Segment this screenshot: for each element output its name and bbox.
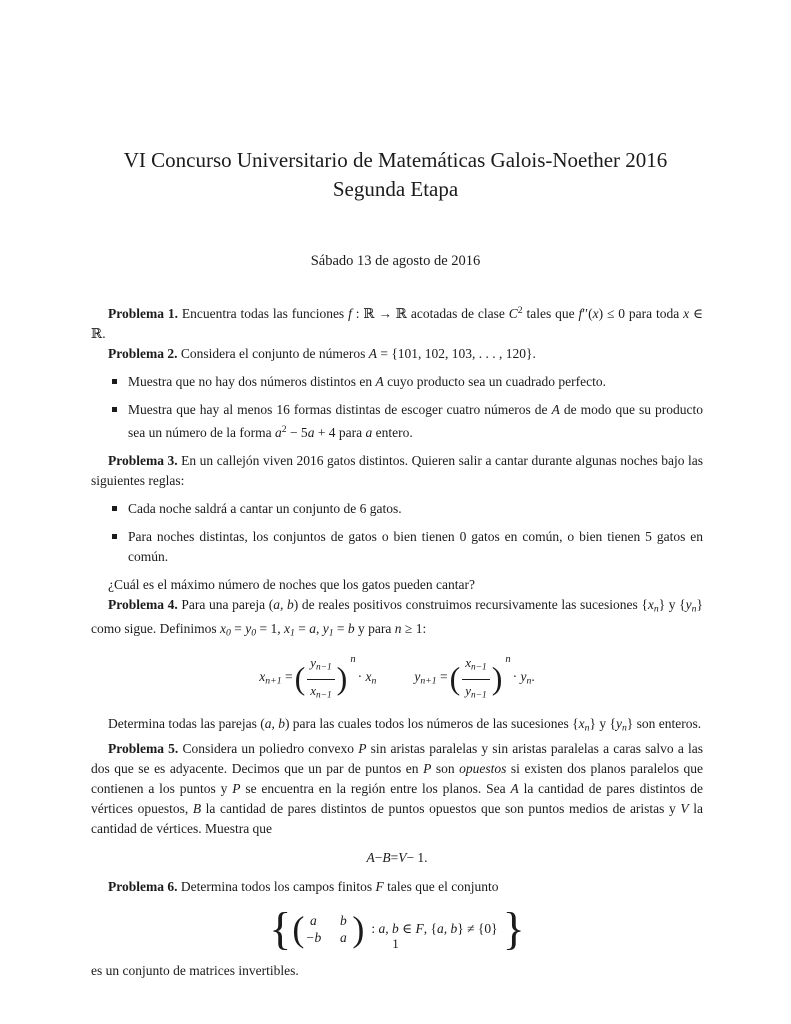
open-paren: ( xyxy=(292,909,305,950)
document-body xyxy=(0,301,791,981)
list-item xyxy=(91,400,703,443)
document-date: Sábado 13 de agosto de 2016 xyxy=(310,253,481,269)
problem-3-paragraph: Problema 3. En un callejón viven 2016 gatos distintos. Quieren salir a cantar durante algunas noches bajo las siguientes reglas: xyxy=(91,452,703,488)
list-item-text: Cada noche saldrá a cantar un conjunto de 6 gatos. xyxy=(128,500,402,516)
close-paren: ) xyxy=(491,660,503,697)
fraction-denominator: $x_{n-1}$ xyxy=(310,682,332,701)
set-condition: : a, b ∈ F, {a, b} ≠ {0} xyxy=(371,921,498,937)
matrix-cell: −b xyxy=(305,930,322,946)
equation-rhs: · $x_n$ xyxy=(357,668,377,687)
document-title xyxy=(0,146,791,204)
fraction-denominator: $y_{n-1}$ xyxy=(465,682,487,701)
equation-recurrence xyxy=(91,653,703,705)
close-paren: ) xyxy=(336,660,348,697)
close-brace: } xyxy=(502,903,525,955)
problem-2-paragraph: Problema 2. Considera el conjunto de números A = {101, 102, 103, . . . , 120}. xyxy=(108,345,536,361)
list-item-text: Para noches distintas, los conjuntos de gatos o bien tienen 0 gatos en común, o bien tienen 5 gatos en común. xyxy=(128,528,703,564)
equation-vertices: A − B = V − 1. xyxy=(366,850,428,866)
problem-3-question: ¿Cuál es el máximo número de noches que los gatos pueden cantar? xyxy=(108,576,476,592)
list-item xyxy=(91,499,703,519)
close-paren: ) xyxy=(352,909,365,950)
equation-lhs: $y_{n+1}$ = xyxy=(414,668,448,687)
equation-lhs: $x_{n+1}$ = xyxy=(259,668,293,687)
exponent: n xyxy=(350,654,356,666)
fraction xyxy=(462,653,489,705)
open-brace: { xyxy=(269,903,292,955)
problem-1-paragraph: Problema 1. Encuentra todas las funciones f : ℝ → ℝ acotadas de clase $C^2$ tales que f′′(x) ≤ 0 para toda x ∈ ℝ. xyxy=(91,305,703,341)
matrix-cell: b xyxy=(340,913,347,929)
fraction-numerator: $y_{n-1}$ xyxy=(307,653,334,680)
square-bullet-icon xyxy=(112,506,117,511)
exponent: n xyxy=(505,654,511,666)
page-number: 1 xyxy=(392,936,399,951)
list-item xyxy=(91,527,703,567)
matrix-row xyxy=(305,912,351,929)
fraction xyxy=(307,653,334,705)
problem-6-paragraph: Problema 6. Determina todos los campos finitos F tales que el conjunto xyxy=(108,879,499,895)
list-item-text: Muestra que hay al menos 16 formas distintas de escoger cuatro números de A de modo que su producto sea un número de la forma $a^2 - 5a + 4$ para a entero. xyxy=(128,401,703,440)
open-paren: ( xyxy=(449,660,461,697)
matrix-cell: a xyxy=(310,913,317,929)
square-bullet-icon xyxy=(112,407,117,412)
fraction-numerator: $x_{n-1}$ xyxy=(462,653,489,680)
problem-6-conclusion: es un conjunto de matrices invertibles. xyxy=(91,963,299,979)
equation-rhs: · $y_n$. xyxy=(512,668,535,687)
square-bullet-icon xyxy=(112,379,117,384)
equation-recurrence-x xyxy=(259,653,376,705)
matrix-cell: a xyxy=(340,930,347,946)
problem-5-paragraph: Problema 5. Considera un poliedro convexo P sin aristas paralelas y sin aristas paralelas a caras salvo a las dos que se es adyacente. Decimos que un par de puntos en P son opuestos si existen dos planos paralelos que contienen a los puntos y P se encuentra en la región entre los planos. Sea A la cantidad de pares distintos de vértices opuestos, B la cantidad de pares distintos de puntos opuestos que son puntos medios de aristas y V la cantidad de vértices. Muestra que xyxy=(91,741,703,837)
problem-4-conclusion: Determina todas las parejas (a, b) para las cuales todos los números de las sucesiones $\{x_n\}$ y $\{y_n\}$ son enteros. xyxy=(108,716,702,735)
title-line-1: VI Concurso Universitario de Matemáticas Galois-Noether 2016 xyxy=(123,148,668,172)
problem-4-paragraph: Problema 4. Para una pareja (a, b) de reales positivos construimos recursivamente las sucesiones $\{x_n\}$ y $\{y_n\}$ como sigue. Definimos $x_0 = y_0 = 1$, $x_1 = a$, $y_1 = b$ y para n ≥ 1: xyxy=(91,596,704,640)
list-item xyxy=(91,372,703,392)
problem-3-list xyxy=(91,499,703,567)
title-line-2: Segunda Etapa xyxy=(332,177,459,201)
equation-recurrence-y xyxy=(414,653,534,705)
open-paren: ( xyxy=(294,660,306,697)
problem-2-list xyxy=(91,372,703,443)
square-bullet-icon xyxy=(112,534,117,539)
list-item-text: Muestra que no hay dos números distintos en A cuyo producto sea un cuadrado perfecto. xyxy=(128,373,607,389)
